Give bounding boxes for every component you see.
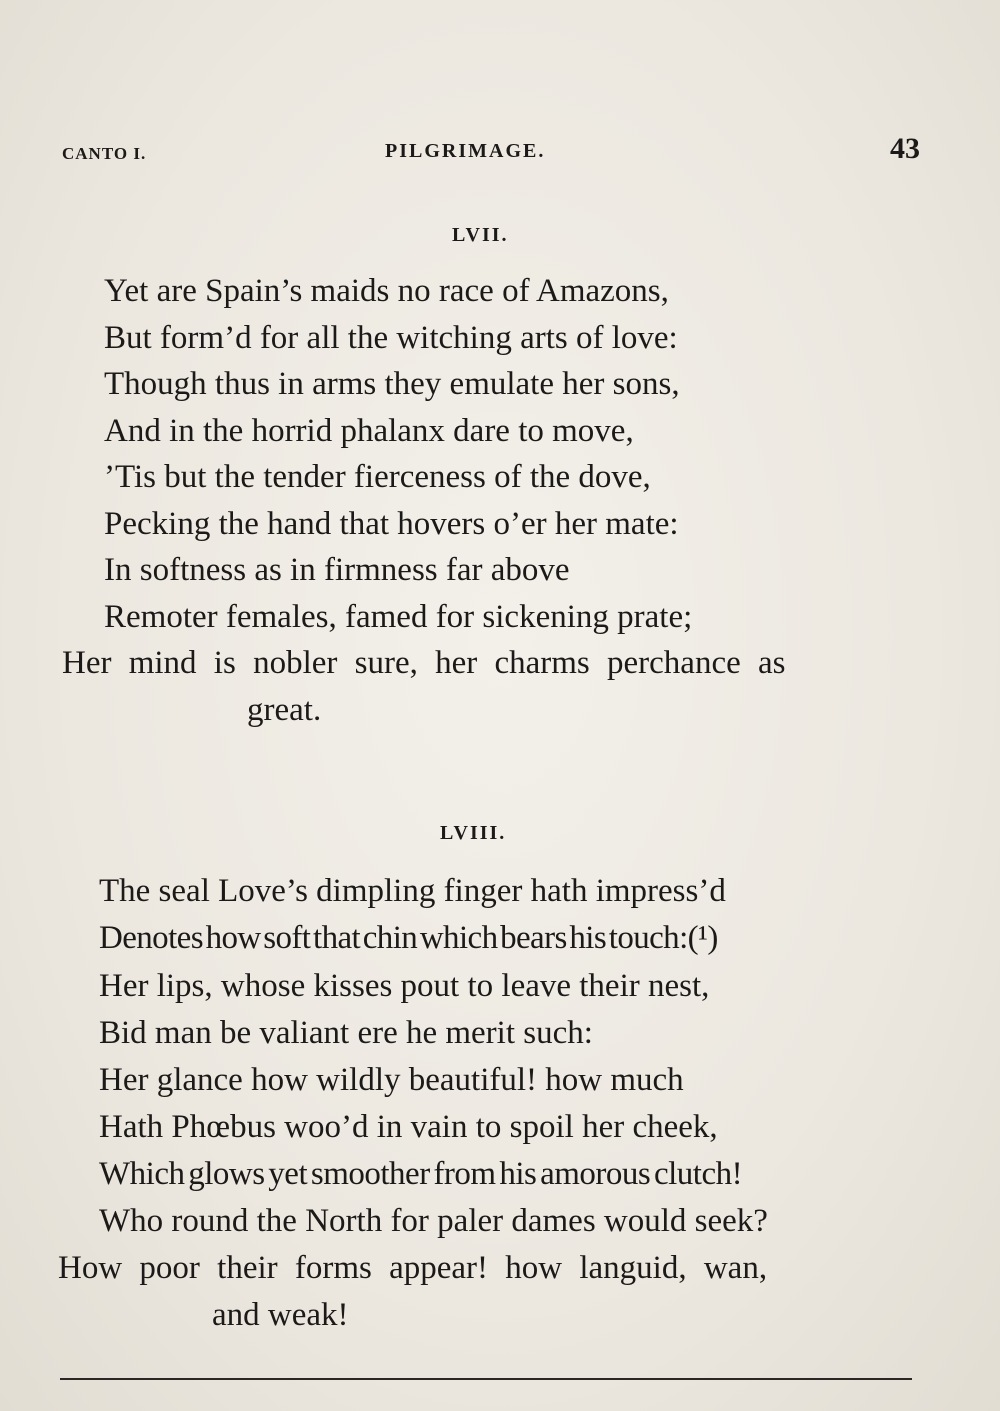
- verse-line: The seal Love’s dimpling finger hath impress’d: [99, 873, 726, 909]
- verse-line: But form’d for all the witching arts of love:: [104, 320, 678, 356]
- verse-line: Her glance how wildly beautiful! how much: [99, 1062, 684, 1098]
- verse-line: And in the horrid phalanx dare to move,: [104, 413, 634, 449]
- verse-line: Yet are Spain’s maids no race of Amazons,: [104, 273, 669, 309]
- verse-line: In softness as in firmness far above: [104, 552, 570, 588]
- verse-line: and weak!: [212, 1297, 349, 1333]
- verse-line: Her lips, whose kisses pout to leave their nest,: [99, 968, 710, 1004]
- page-number: 43: [890, 132, 920, 165]
- verse-line: Who round the North for paler dames would seek?: [99, 1203, 768, 1239]
- section-title: PILGRIMAGE.: [385, 140, 546, 162]
- verse-line: Her mind is nobler sure, her charms perchance as: [62, 645, 786, 681]
- footnote-rule: [60, 1378, 912, 1380]
- verse-line: Though thus in arms they emulate her sons,: [104, 366, 680, 402]
- stanza-number: LVII.: [452, 224, 509, 246]
- verse-line: great.: [247, 692, 322, 728]
- verse-line: Denotes how soft that chin which bears his touch:(¹): [99, 920, 718, 956]
- verse-line: Bid man be valiant ere he merit such:: [99, 1015, 593, 1051]
- verse-line: Pecking the hand that hovers o’er her mate:: [104, 506, 679, 542]
- verse-line: How poor their forms appear! how languid, wan,: [58, 1250, 768, 1286]
- running-head: [62, 132, 922, 168]
- canto-label: CANTO I.: [62, 144, 147, 163]
- verse-line: Which glows yet smoother from his amorous clutch!: [99, 1156, 743, 1192]
- verse-line: ’Tis but the tender fierceness of the dove,: [104, 459, 651, 495]
- stanza-number: LVIII.: [440, 822, 507, 844]
- verse-line: Hath Phœbus woo’d in vain to spoil her cheek,: [99, 1109, 718, 1145]
- verse-line: Remoter females, famed for sickening prate;: [104, 599, 693, 635]
